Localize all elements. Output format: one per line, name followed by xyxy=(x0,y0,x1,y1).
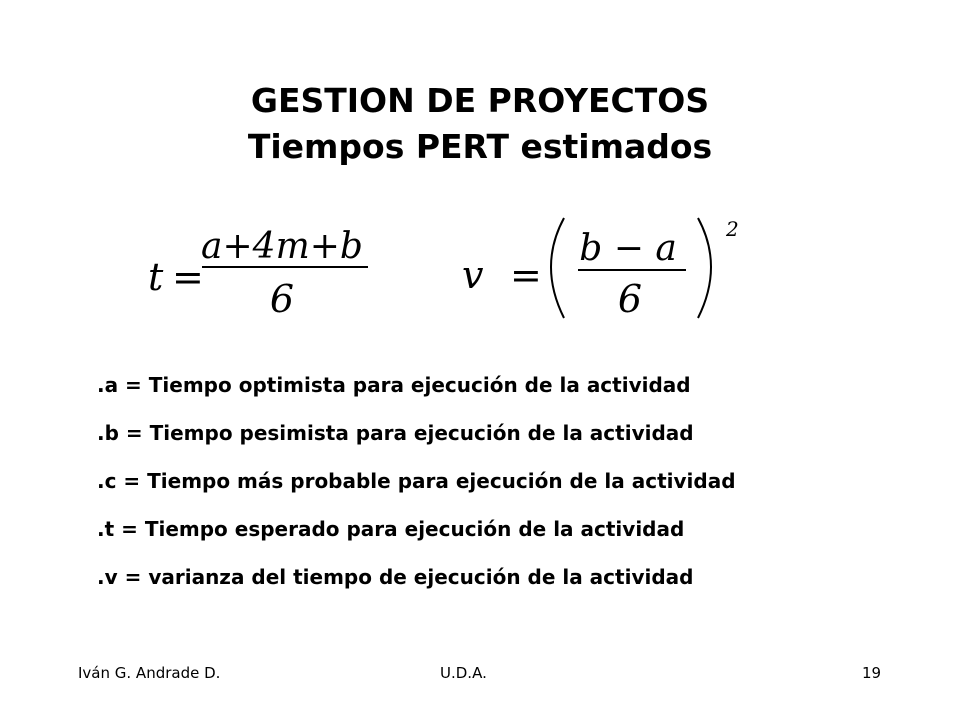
formula-t-lhs: t xyxy=(148,255,164,299)
definition-t: .t = Tiempo esperado para ejecución de la actividad xyxy=(97,517,685,541)
footer-institution: U.D.A. xyxy=(440,664,487,682)
formula-v-equals: = xyxy=(510,253,542,297)
formula-v-right-paren xyxy=(698,218,711,318)
formula-t-numerator: a+4m+b xyxy=(201,226,363,267)
definition-v: .v = varianza del tiempo de ejecución de la actividad xyxy=(97,565,694,589)
definition-c: .c = Tiempo más probable para ejecución de la actividad xyxy=(97,469,736,493)
formula-v xyxy=(458,208,758,328)
title-line-1: GESTION DE PROYECTOS xyxy=(250,81,710,120)
formula-t-equals: = xyxy=(172,255,204,299)
definition-a: .a = Tiempo optimista para ejecución de la actividad xyxy=(97,373,691,397)
footer-page-number: 19 xyxy=(862,664,882,682)
formula-t xyxy=(140,212,400,322)
formula-v-lhs: v xyxy=(462,253,484,297)
slide-title xyxy=(0,78,960,170)
formula-v-left-paren xyxy=(551,218,564,318)
formula-v-numerator: b − a xyxy=(579,228,677,269)
formula-v-denominator: 6 xyxy=(617,277,643,321)
definition-b: .b = Tiempo pesimista para ejecución de la actividad xyxy=(97,421,694,445)
formula-t-denominator: 6 xyxy=(269,277,295,321)
definitions-list xyxy=(97,365,736,605)
footer-author: Iván G. Andrade D. xyxy=(78,664,221,682)
title-line-2: Tiempos PERT estimados xyxy=(247,127,713,166)
formula-v-exponent: 2 xyxy=(726,217,739,241)
